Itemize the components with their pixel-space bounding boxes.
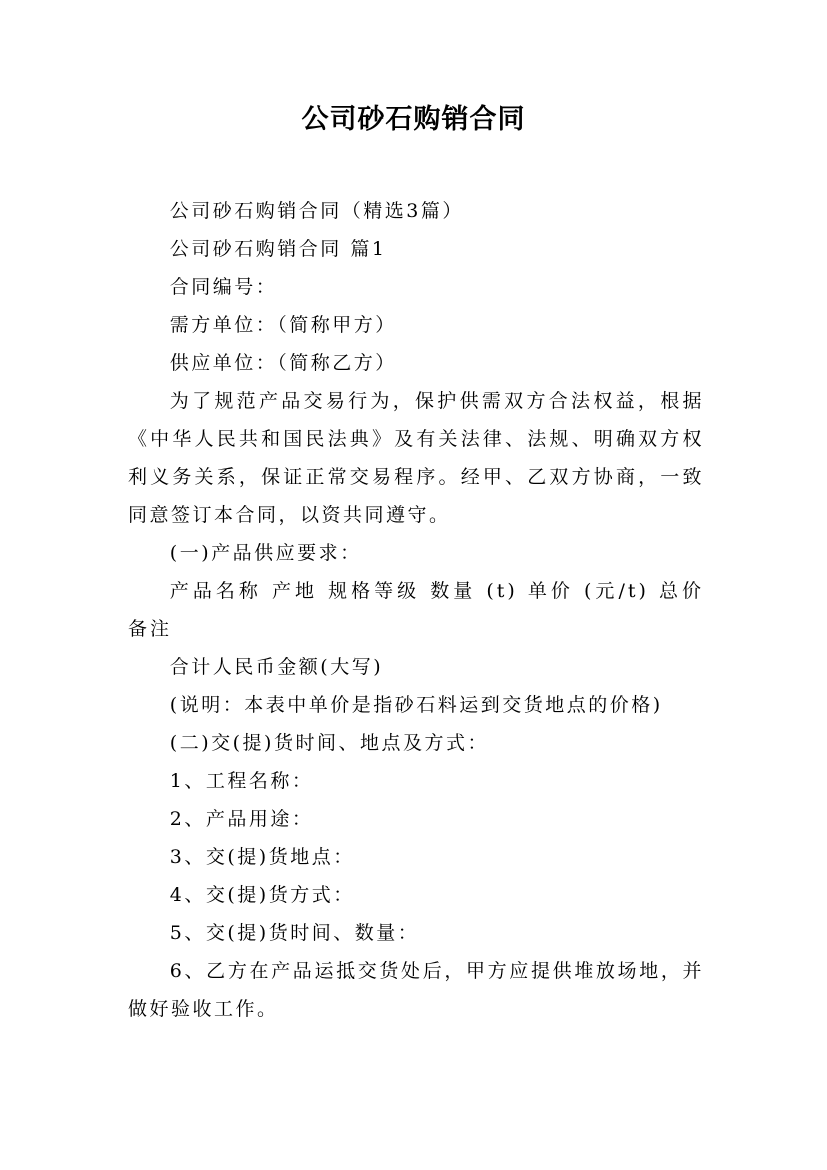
- paragraph-product-columns: 产品名称 产地 规格等级 数量 (t) 单价 (元/t) 总价 备注: [128, 580, 704, 640]
- paragraph-item-2: 2、产品用途：: [169, 808, 314, 830]
- paragraph-total-amount: 合计人民币金额(大写): [169, 656, 384, 678]
- paragraph-item-3: 3、交(提)货地点：: [169, 846, 355, 868]
- paragraph-buyer: 需方单位：（简称甲方）: [169, 314, 397, 336]
- paragraph-contract-number: 合同编号：: [169, 276, 278, 298]
- paragraph-subtitle: 公司砂石购销合同（精选3篇）: [169, 200, 464, 222]
- paragraph-section-heading: 公司砂石购销合同 篇1: [169, 238, 387, 260]
- paragraph-item-5: 5、交(提)货时间、数量：: [169, 922, 420, 944]
- paragraph-preamble: 为了规范产品交易行为，保护供需双方合法权益，根据《中华人民共和国民法典》及有关法律、法规、明确双方权利义务关系，保证正常交易程序。经甲、乙双方协商，一致同意签订本合同，以资共同遵守。: [128, 390, 704, 526]
- paragraph-delivery-heading: (二)交(提)货时间、地点及方式：: [169, 732, 489, 754]
- paragraph-supplier: 供应单位：（简称乙方）: [169, 352, 397, 374]
- paragraph-item-6: 6、乙方在产品运抵交货处后，甲方应提供堆放场地，并做好验收工作。: [128, 960, 704, 1020]
- document-title: 公司砂石购销合同: [301, 104, 526, 135]
- paragraph-supply-requirements: (一)产品供应要求：: [169, 542, 362, 564]
- paragraph-item-1: 1、工程名称：: [169, 770, 314, 792]
- document-body: [128, 192, 704, 1028]
- paragraph-price-note: (说明：本表中单价是指砂石料运到交货地点的价格): [169, 694, 663, 716]
- paragraph-item-4: 4、交(提)货方式：: [169, 884, 355, 906]
